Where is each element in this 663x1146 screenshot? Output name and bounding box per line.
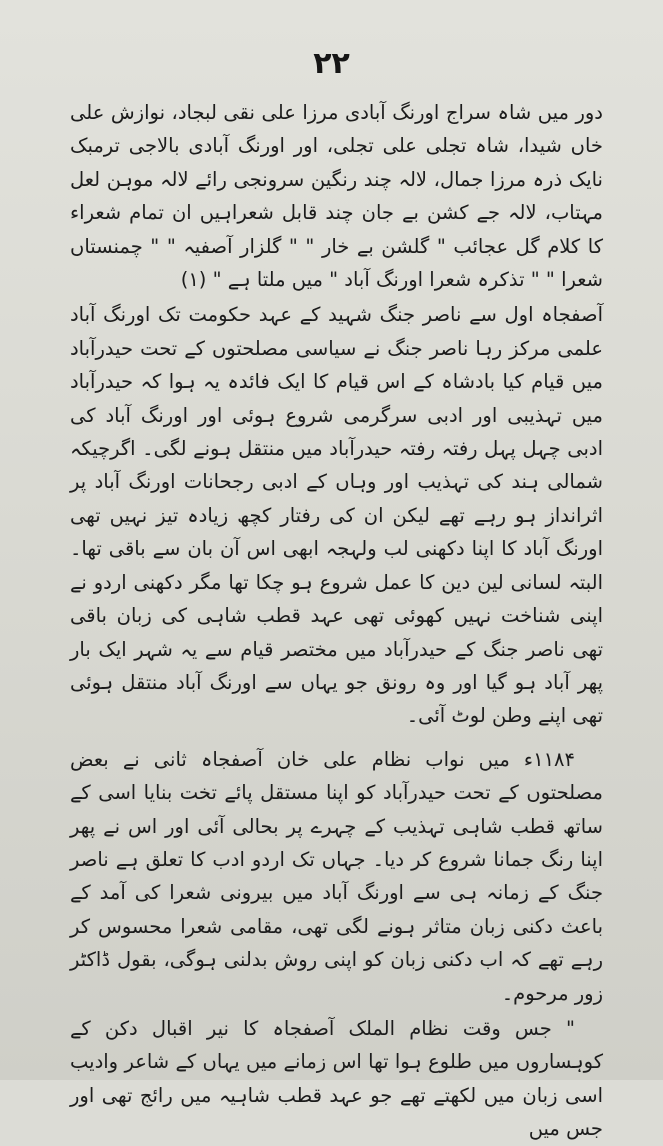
- page-body-text: [70, 96, 603, 1146]
- paragraph-3: ۱۱۸۴ء میں نواب نظام علی خان آصفجاہ ثانی نے بعض مصلحتوں کے تحت حیدرآباد کو اپنا مستقل پائے تخت بنایا اسی کے ساتھ قطب شاہی تہذیب کے چہرے پر بحالی آئی اور اس نے پھر اپنا رنگ جمانا شروع کر دیا۔ جہاں تک اردو ادب کا تعلق ہے ناصر جنگ کے زمانہ ہی سے اورنگ آباد میں بیرونی شعرا کی آمد کے باعث دکنی زبان متاثر ہونے لگی تھی، مقامی شعرا محسوس کر رہے تھے کہ اب دکنی زبان کو اپنی روش بدلنی ہوگی، بقول ڈاکٹر زور مرحوم۔: [70, 747, 603, 1005]
- page-number: ۲۲: [313, 46, 350, 81]
- paragraph-1: دور میں شاہ سراج اورنگ آبادی مرزا علی نقی لبجاد، نوازش علی خاں شیدا، شاہ تجلی علی تجلی، اور اورنگ آبادی بالاجی ترمبک نایک ذرہ مرزا جمال، لالہ چند رنگین سرونجی رائے لالہ موہن لعل مہتاب، لالہ جے کشن بے جان چند قابل شعراہیں ان تمام شعراء کا کلام گل عجائب " گلشن بے خار " " گلزار آصفیہ " " چمنستاں شعرا " " تذکرہ شعرا اورنگ آباد " میں ملتا ہے " (۱): [70, 101, 603, 292]
- paragraph-2: آصفجاہ اول سے ناصر جنگ شہید کے عہد حکومت تک اورنگ آباد علمی مرکز رہا ناصر جنگ نے سیاسی مصلحتوں کے تحت حیدرآباد میں قیام کیا بادشاہ کے اس قیام کا ایک فائدہ یہ ہوا کہ حیدرآباد میں تہذیبی اور ادبی سرگرمی شروع ہوئی اور اورنگ آباد کی ادبی چہل پہل رفتہ رفتہ حیدرآباد میں منتقل ہونے لگی۔ اگرچیکہ شمالی ہند کی تہذیب اور وہاں کے ادبی رجحانات اورنگ آباد پر اثرانداز ہو رہے تھے لیکن ان کی رفتار کچھ زیادہ تیز نہیں تھی اورنگ آباد کا اپنا دکھنی لب ولہجہ ابھی اس آن بان سے باقی تھا۔ البتہ لسانی لین دین کا عمل شروع ہو چکا تھا مگر دکھنی اردو نے اپنی شناخت نہیں کھوئی تھی عہد قطب شاہی کی زبان باقی تھی ناصر جنگ کے حیدرآباد میں مختصر قیام سے یہ شہر ایک بار پھر آباد ہو گیا اور وہ رونق جو یہاں سے اورنگ آباد منتقل ہوئی تھی اپنے وطن لوٹ آئی۔: [70, 303, 603, 728]
- quote-paragraph: " جس وقت نظام الملک آصفجاہ کا نیر اقبال دکن کے کوہساروں میں طلوع ہوا تھا اس زمانے میں یہاں کے شاعر وادیب اسی زبان میں لکھتے تھے جو عہد قطب شاہیہ میں رائج تھی اور جس میں: [70, 1016, 603, 1141]
